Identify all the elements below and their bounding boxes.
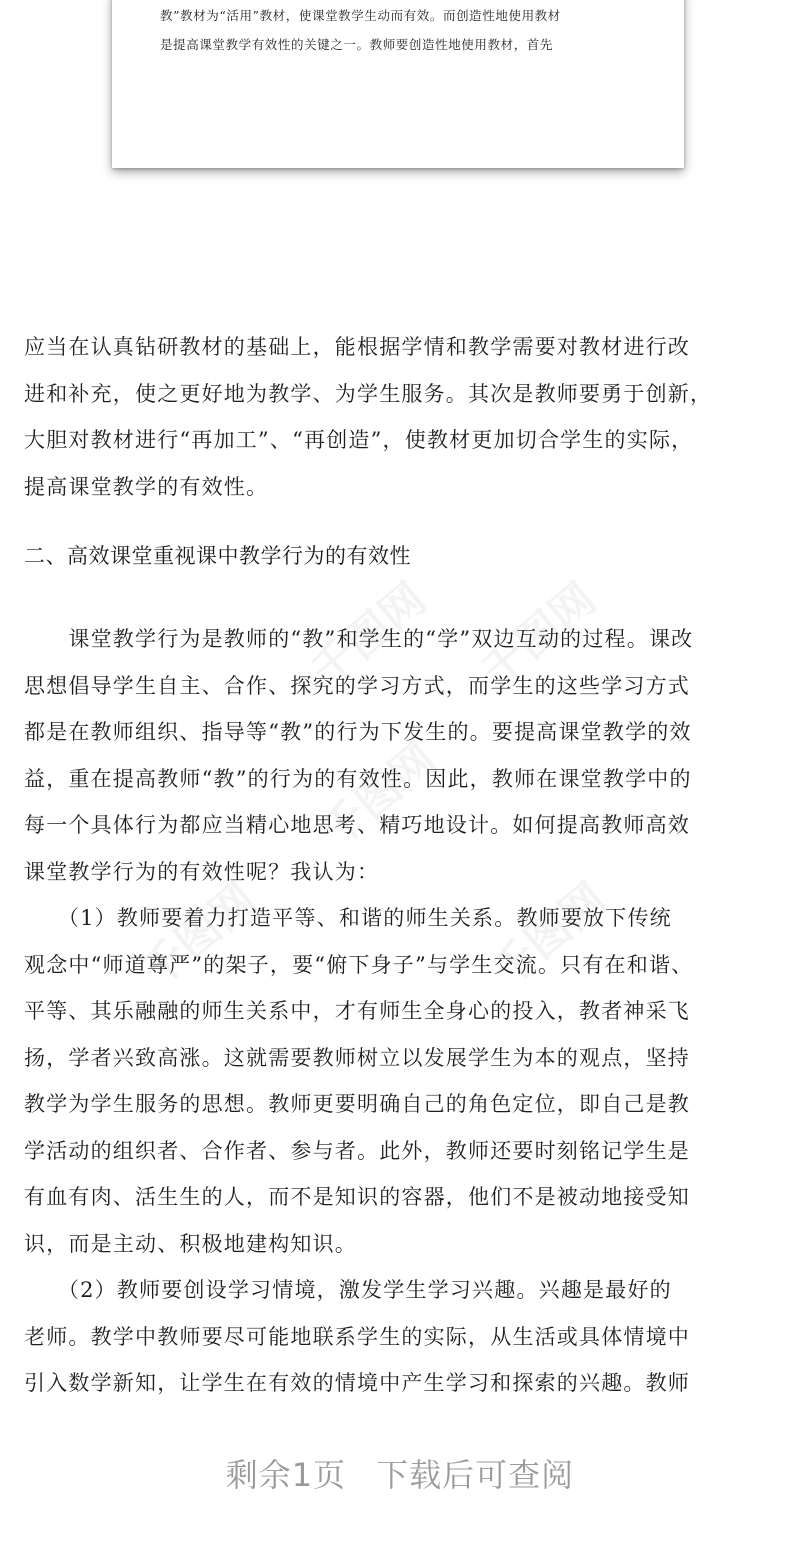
paragraph-point-1 xyxy=(24,895,784,1267)
paragraph-point-2 xyxy=(24,1267,784,1407)
text-line: 观念中“师道尊严”的架子，要“俯下身子”与学生交流。只有在和谐、 xyxy=(24,952,694,977)
paragraph-teaching-behavior xyxy=(24,616,784,895)
watermark: 千图网 xyxy=(481,873,616,998)
watermark: 千图网 xyxy=(471,573,606,698)
text-line: 提高课堂教学的有效性。 xyxy=(24,474,269,499)
text-line: 都是在教师组织、指导等“教”的行为下发生的。要提高课堂教学的效 xyxy=(24,720,692,744)
text-line: 扬，学者兴致高涨。这就需要教师树立以发展学生为本的观点，坚持 xyxy=(24,1045,690,1070)
text-line: （2）教师要创设学习情境，激发学生学习兴趣。兴趣是最好的 xyxy=(24,1278,672,1302)
paragraph-continuation xyxy=(24,324,784,510)
text-line: 应当在认真钻研教材的基础上，能根据学情和教学需要对教材进行改 xyxy=(24,335,690,359)
text-line: 引入数学新知，让学生在有效的情境中产生学习和探索的兴趣。教师 xyxy=(24,1371,690,1395)
download-hint-label: 下载后可查阅 xyxy=(376,1456,575,1494)
watermark: 千图网 xyxy=(301,573,436,698)
preview-text-line: 是提高课堂教学有效性的关键之一。教师要创造性地使用教材，首先 xyxy=(160,37,554,52)
text-line: 老师。教学中教师要尽可能地联系学生的实际，从生活或具体情境中 xyxy=(24,1324,690,1349)
preview-text-line: 教”教材为“活用”教材，使课堂教学生动而有效。而创造性地使用教材 xyxy=(160,8,561,23)
text-line: 思想倡导学生自主、合作、探究的学习方式，而学生的这些学习方式 xyxy=(24,673,690,698)
text-line: 大胆对教材进行“再加工”、“再创造”，使教材更加切合学生的实际， xyxy=(24,428,694,452)
text-line: 教学为学生服务的思想。教师更要明确自己的角色定位，即自己是教 xyxy=(24,1092,690,1116)
text-line: 每一个具体行为都应当精心地思考、精巧地设计。如何提高教师高效 xyxy=(24,813,690,837)
watermark: 千图网 xyxy=(311,733,446,858)
text-line: 益，重在提高教师“教”的行为的有效性。因此，教师在课堂教学中的 xyxy=(24,766,692,791)
remaining-pages-label: 剩余1页 xyxy=(225,1456,347,1494)
section-heading: 二、高效课堂重视课中教学行为的有效性 xyxy=(24,544,411,568)
text-line: 学活动的组织者、合作者、参与者。此外，教师还要时刻铭记学生是 xyxy=(24,1138,690,1163)
download-prompt[interactable] xyxy=(0,1450,800,1496)
text-line: 进和补充，使之更好地为教学、为学生服务。其次是教师要勇于创新， xyxy=(24,381,713,406)
text-line: （1）教师要着力打造平等、和谐的师生关系。教师要放下传统 xyxy=(24,906,672,930)
text-line: 课堂教学行为是教师的“教”和学生的“学”双边互动的过程。课改 xyxy=(24,627,694,651)
text-line: 平等、其乐融融的师生关系中，才有师生全身心的投入，教者神采飞 xyxy=(24,999,690,1023)
watermark: 千图网 xyxy=(131,873,266,998)
document-preview-page xyxy=(112,0,684,168)
text-line: 识，而是主动、积极地建构知识。 xyxy=(24,1231,357,1256)
text-line: 有血有肉、活生生的人，而不是知识的容器，他们不是被动地接受知 xyxy=(24,1185,690,1209)
text-line: 课堂教学行为的有效性呢？我认为： xyxy=(24,859,380,884)
